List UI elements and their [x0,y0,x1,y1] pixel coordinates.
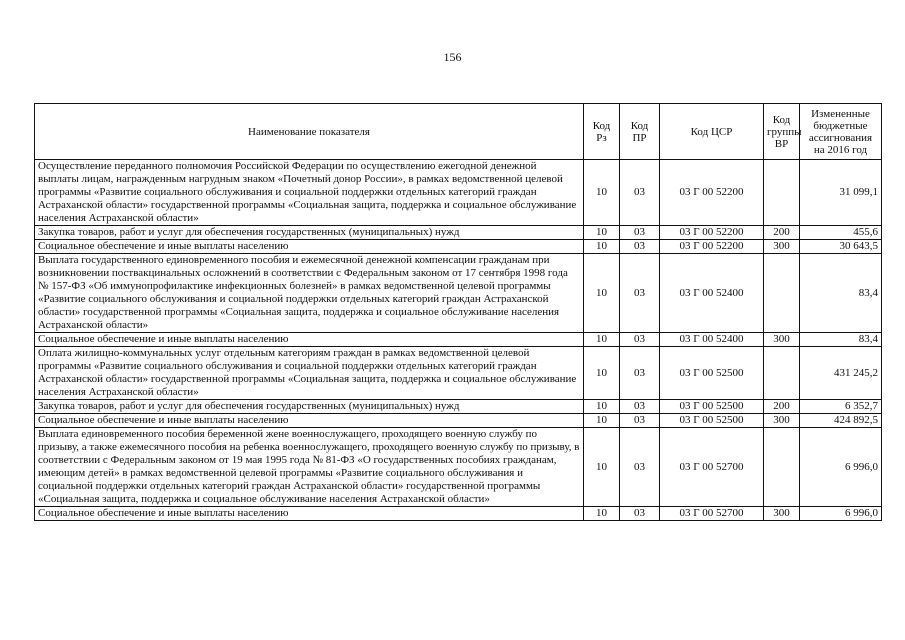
row-amount: 30 643,5 [800,240,882,254]
row-csr: 03 Г 00 52200 [660,226,764,240]
row-vr: 300 [764,240,800,254]
row-name: Социальное обеспечение и иные выплаты населению [35,240,584,254]
row-csr: 03 Г 00 52700 [660,428,764,507]
row-csr: 03 Г 00 52500 [660,347,764,400]
table-row [35,333,882,347]
row-rz: 10 [584,254,620,333]
row-vr: 200 [764,226,800,240]
header-row [35,104,882,160]
page-number: 156 [443,50,462,64]
row-vr [764,347,800,400]
row-name: Социальное обеспечение и иные выплаты населению [35,414,584,428]
table-row [35,240,882,254]
row-name: Выплата государственного единовременного пособия и ежемесячной денежной компенсации гражданам при возникновении поствакцинальных осложнений в соответствии с Федеральным законом от 17 сентября 1998 года № 157-ФЗ «Об иммунопрофилактике инфекционных болезней» в рамках ведомственной целевой программы «Развитие социального обслуживания и социальной поддержки отдельных категорий граждан Астраханской области» государственной программы «Социальная защита, поддержка и социальное обслуживание населения Астраханской области» [35,254,584,333]
table-row [35,347,882,400]
row-csr: 03 Г 00 52700 [660,507,764,521]
header-csr: Код ЦСР [660,104,764,160]
table-row [35,507,882,521]
row-rz: 10 [584,240,620,254]
header-rz: Код Рз [584,104,620,160]
row-amount: 6 996,0 [800,428,882,507]
row-name: Социальное обеспечение и иные выплаты населению [35,507,584,521]
row-pr: 03 [620,414,660,428]
row-name: Закупка товаров, работ и услуг для обеспечения государственных (муниципальных) нужд [35,226,584,240]
table-row [35,428,882,507]
header-pr: Код ПР [620,104,660,160]
header-vr: Код группы ВР [764,104,800,160]
row-csr: 03 Г 00 52200 [660,240,764,254]
row-csr: 03 Г 00 52200 [660,160,764,226]
row-vr [764,254,800,333]
row-rz: 10 [584,428,620,507]
row-rz: 10 [584,507,620,521]
row-pr: 03 [620,254,660,333]
row-amount: 424 892,5 [800,414,882,428]
row-amount: 431 245,2 [800,347,882,400]
row-amount: 31 099,1 [800,160,882,226]
row-rz: 10 [584,414,620,428]
row-rz: 10 [584,333,620,347]
row-rz: 10 [584,347,620,400]
row-csr: 03 Г 00 52400 [660,333,764,347]
row-vr [764,428,800,507]
row-amount: 6 996,0 [800,507,882,521]
row-vr: 200 [764,400,800,414]
row-amount: 455,6 [800,226,882,240]
row-vr [764,160,800,226]
budget-table [34,103,882,521]
table-row [35,226,882,240]
table-row [35,160,882,226]
table-row [35,254,882,333]
row-pr: 03 [620,160,660,226]
row-rz: 10 [584,400,620,414]
row-amount: 6 352,7 [800,400,882,414]
row-name: Закупка товаров, работ и услуг для обеспечения государственных (муниципальных) нужд [35,400,584,414]
row-amount: 83,4 [800,333,882,347]
table-row [35,414,882,428]
row-pr: 03 [620,226,660,240]
row-rz: 10 [584,160,620,226]
row-pr: 03 [620,347,660,400]
header-amount: Измененные бюджетные ассигнования на 2016 год [800,104,882,160]
row-csr: 03 Г 00 52500 [660,414,764,428]
row-pr: 03 [620,507,660,521]
table-row [35,400,882,414]
row-name: Оплата жилищно-коммунальных услуг отдельным категориям граждан в рамках ведомственной целевой программы «Развитие социального обслуживания и социальной поддержки отдельных категорий граждан Астраханской области» государственной программы «Социальная защита, поддержка и социальное обслуживание населения Астраханской области» [35,347,584,400]
row-pr: 03 [620,400,660,414]
row-vr: 300 [764,507,800,521]
row-csr: 03 Г 00 52400 [660,254,764,333]
row-vr: 300 [764,414,800,428]
row-amount: 83,4 [800,254,882,333]
row-name: Социальное обеспечение и иные выплаты населению [35,333,584,347]
row-csr: 03 Г 00 52500 [660,400,764,414]
row-vr: 300 [764,333,800,347]
header-name: Наименование показателя [35,104,584,160]
row-rz: 10 [584,226,620,240]
row-pr: 03 [620,240,660,254]
row-pr: 03 [620,333,660,347]
row-name: Осуществление переданного полномочия Российской Федерации по осуществлению ежегодной денежной выплаты лицам, награжденным нагрудным знаком «Почетный донор России», в рамках ведомственной целевой программы «Развитие социального обслуживания и социальной поддержки отдельных категорий граждан Астраханской области» государственной программы «Социальная защита, поддержка и социальное обслуживание населения Астраханской области» [35,160,584,226]
row-pr: 03 [620,428,660,507]
row-name: Выплата единовременного пособия беременной жене военнослужащего, проходящего военную службу по призыву, а также ежемесячного пособия на ребенка военнослужащего, проходящего военную службу по призыву, в соответствии с Федеральным законом от 19 мая 1995 года № 81-ФЗ «О государственных пособиях гражданам, имеющим детей» в рамках ведомственной целевой программы «Развитие социального обслуживания и социальной поддержки отдельных категорий граждан Астраханской области» государственной программы «Социальная защита, поддержка и социальное обслуживание населения Астраханской области» [35,428,584,507]
